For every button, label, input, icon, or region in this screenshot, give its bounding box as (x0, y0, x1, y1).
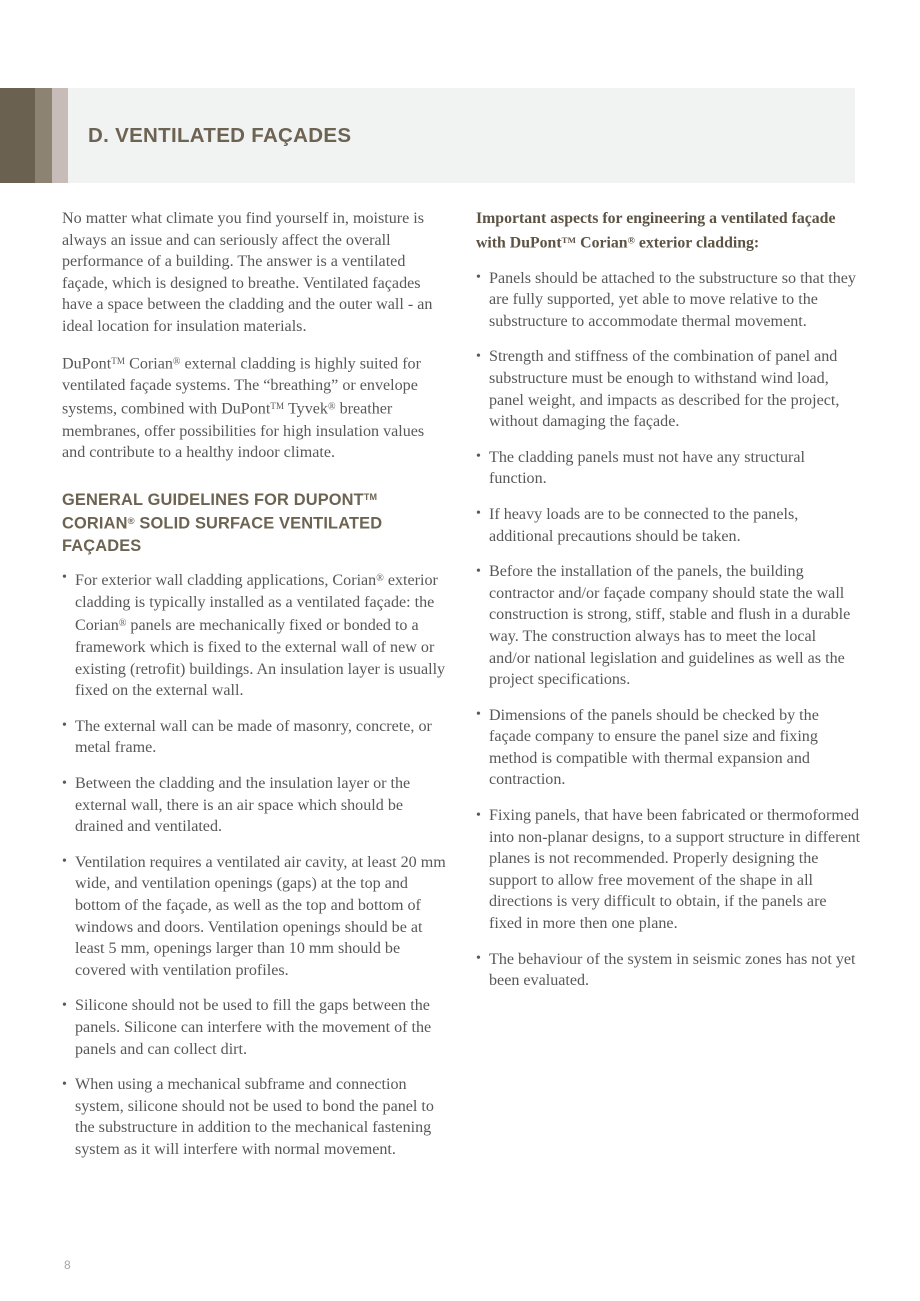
right-column (476, 208, 861, 992)
trademark-icon: TM (270, 401, 285, 412)
right-heading-text-1: Important aspects for engineering a ventilated façade with DuPont (476, 210, 836, 252)
section-heading-text-2: CORIAN (62, 514, 128, 533)
dupont-text-4: Tyvek (284, 401, 328, 419)
right-heading-text-2: Corian (576, 234, 628, 252)
list-item: • Dimensions of the panels should be checked by the façade company to ensure the panel size and fixing method is compatible with thermal expansion and contraction. (476, 705, 861, 791)
left-column (62, 208, 447, 1161)
bullet-text-1: For exterior wall cladding applications, Corian (75, 572, 377, 590)
accent-stripe-light (52, 88, 68, 183)
registered-icon: ® (127, 516, 135, 528)
right-heading-text-3: exterior cladding: (634, 234, 760, 252)
list-item: • Silicone should not be used to fill the gaps between the panels. Silicone can interfere with the movement of the panels and can collect dirt. (62, 995, 447, 1060)
right-bullet-list (476, 268, 861, 992)
dupont-text-5: breather membranes, offer possibilities for high insulation values and contribute to a healthy indoor climate. (62, 401, 425, 462)
registered-icon: ® (172, 356, 181, 368)
trademark-icon: TM (111, 355, 126, 366)
list-item: • Between the cladding and the insulation layer or the external wall, there is an air space which should be drained and ventilated. (62, 773, 447, 838)
registered-icon: ® (118, 618, 127, 630)
section-heading-text-1: GENERAL GUIDELINES FOR DUPONT (62, 490, 364, 509)
dupont-text-2: Corian (125, 355, 173, 373)
section-heading (62, 486, 447, 558)
list-item: • Panels should be attached to the substructure so that they are fully supported, yet able to move relative to the substructure to accommodate thermal movement. (476, 268, 861, 333)
page-number: 8 (64, 1258, 71, 1272)
dupont-paragraph (62, 351, 447, 464)
dupont-text-1: DuPont (62, 355, 112, 373)
registered-icon: ® (327, 401, 336, 413)
list-item: • Fixing panels, that have been fabricated or thermoformed into non-planar designs, to a support structure in different planes is not recommended. Properly designing the support to allow free movement of the shape in all directions is very difficult to obtain, if the panels are fixed in more then one plane. (476, 805, 861, 935)
list-item: • If heavy loads are to be connected to the panels, additional precautions should be taken. (476, 504, 861, 547)
trademark-icon: TM (561, 234, 577, 245)
list-item: • The cladding panels must not have any structural function. (476, 447, 861, 490)
list-item: • Ventilation requires a ventilated air cavity, at least 20 mm wide, and ventilation openings (gaps) at the top and bottom of the façade, as well as the top and bottom of windows and doors. Ventilation openings should be at least 5 mm, openings larger than 10 mm should be covered with ventilation profiles. (62, 852, 447, 982)
list-item: • When using a mechanical subframe and connection system, silicone should not be used to bond the panel to the substructure in addition to the mechanical fastening system as it will interfere with normal movement. (62, 1074, 447, 1160)
left-bullet-list (62, 568, 447, 1161)
page-title: D. VENTILATED FAÇADES (88, 123, 352, 147)
right-column-heading (476, 208, 861, 254)
list-item: • Before the installation of the panels, the building contractor and/or façade company should state the wall construction is strong, stiff, stable and flush in a durable way. The construction always has to meet the local and/or national legislation and guidelines as well as the project specifications. (476, 561, 861, 691)
bullet-text-3: panels are mechanically fixed or bonded to a framework which is fixed to the external wall of new or existing (retrofit) buildings. An insulation layer is usually fixed on the external wall. (75, 617, 446, 700)
accent-stripe-mid (35, 88, 52, 183)
bullet-text-2: exterior cladding is typically installed as a ventilated façade: the Corian (75, 572, 438, 635)
intro-paragraph: No matter what climate you find yourself in, moisture is always an issue and can seriously affect the overall performance of a building. The answer is a ventilated façade, which is designed to breathe. Ventilated façades have a space between the cladding and the outer wall - an ideal location for insulation materials. (62, 210, 433, 335)
registered-icon: ® (627, 234, 635, 246)
accent-stripe-dark (0, 88, 35, 183)
dupont-text-3: external cladding is highly suited for ventilated façade systems. The “breathing” or envelope systems, combined with DuPont (62, 355, 421, 419)
section-heading-text-3: SOLID SURFACE VENTILATED FAÇADES (62, 514, 383, 556)
list-item: • The external wall can be made of masonry, concrete, or metal frame. (62, 716, 447, 759)
trademark-icon: TM (363, 491, 378, 502)
list-item: • The behaviour of the system in seismic zones has not yet been evaluated. (476, 949, 861, 992)
registered-icon: ® (376, 572, 384, 584)
list-item (62, 568, 447, 702)
page-header-band (0, 88, 855, 183)
list-item: • Strength and stiffness of the combination of panel and substructure must be enough to withstand wind load, panel weight, and impacts as described for the project, without damaging the façade. (476, 346, 861, 432)
